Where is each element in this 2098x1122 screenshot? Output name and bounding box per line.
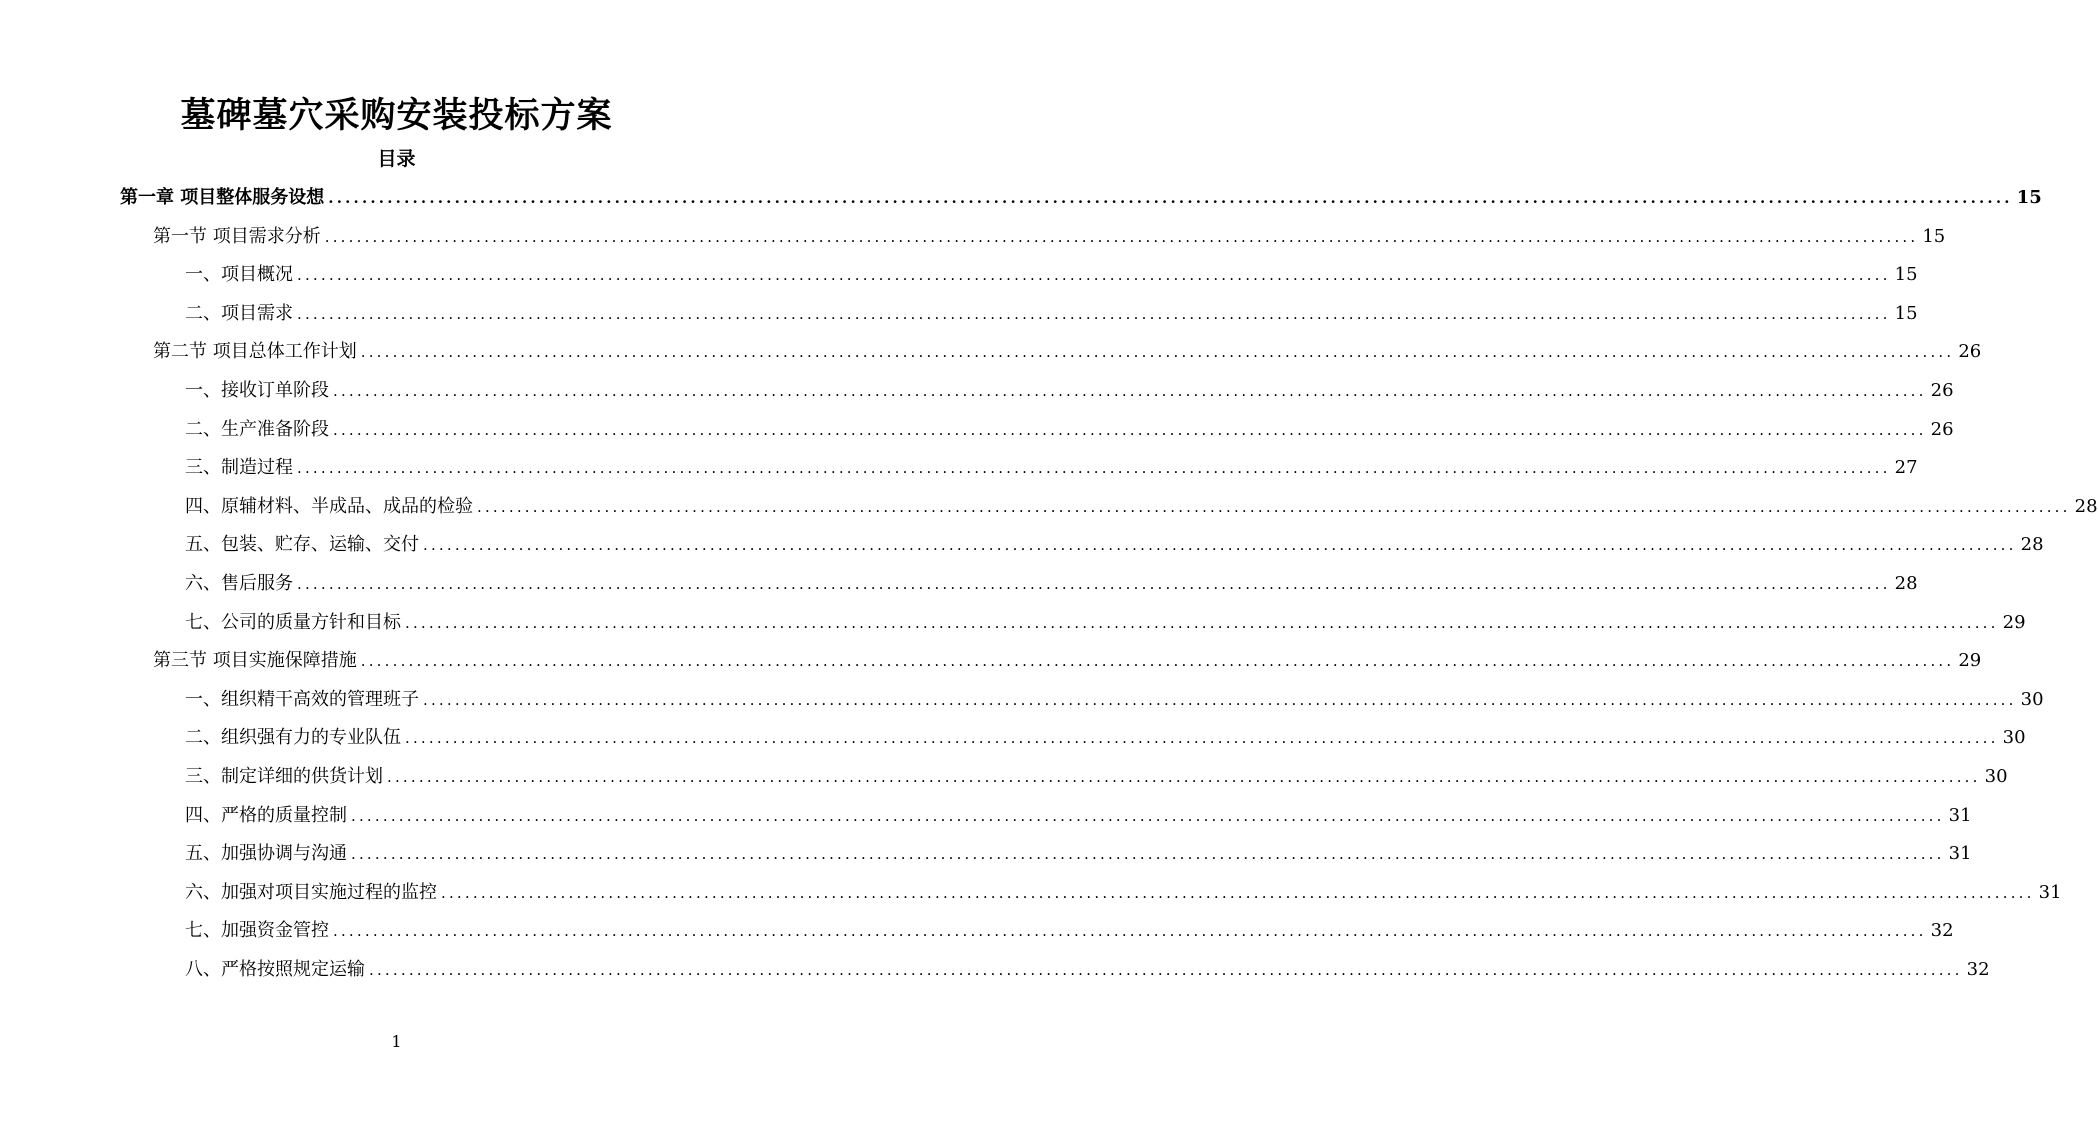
toc-entry-page: 28 — [2020, 534, 2044, 556]
toc-entry[interactable] — [153, 642, 1982, 680]
toc-entry-label: 三、制造过程 — [185, 457, 293, 479]
toc-entry-label: 三、制定详细的供货计划 — [185, 766, 383, 787]
toc-entry-label: 一、组织精干高效的管理班子 — [185, 688, 419, 710]
toc-entry-page: 26 — [1958, 341, 1982, 363]
toc-leader-dots: ........................................................................................................................................................................................................ — [423, 690, 2017, 709]
toc-entry[interactable] — [185, 912, 1954, 950]
toc-entry-label: 四、原辅材料、半成品、成品的检验 — [185, 495, 473, 517]
toc-entry-page: 28 — [2074, 495, 2098, 517]
toc-entry[interactable] — [185, 295, 1918, 333]
toc-entry-label: 第一节 项目需求分析 — [153, 225, 321, 247]
toc-leader-dots: ........................................................................................................................................................................................................ — [477, 497, 2071, 516]
toc-entry-page: 28 — [1894, 573, 1918, 594]
toc-entry-page: 15 — [2016, 187, 2042, 208]
toc-entry-label: 第一章 项目整体服务设想 — [120, 187, 325, 208]
toc-entry-page: 30 — [2020, 688, 2044, 710]
toc-entry-page: 31 — [1948, 804, 1972, 826]
toc-leader-dots: ........................................................................................................................................................................................................ — [297, 459, 1891, 478]
toc-leader-dots: ........................................................................................................................................................................................................ — [297, 266, 1891, 285]
toc-leader-dots: ........................................................................................................................................................................................................ — [333, 420, 1927, 439]
toc-entry-page: 15 — [1894, 264, 1918, 286]
toc-entry-page: 26 — [1930, 418, 1954, 440]
toc-leader-dots: ........................................................................................................................................................................................................ — [351, 845, 1945, 864]
toc-entry-page: 29 — [1958, 650, 1982, 672]
document-title: 墓碑墓穴采购安装投标方案 — [180, 95, 613, 136]
toc-leader-dots: ........................................................................................................................................................................................................ — [360, 343, 1955, 362]
toc-leader-dots: ........................................................................................................................................................................................................ — [333, 922, 1927, 941]
toc-leader-dots: ........................................................................................................................................................................................................ — [369, 961, 1963, 979]
toc-entry[interactable] — [185, 565, 1918, 603]
toc-entry[interactable] — [153, 333, 1982, 371]
toc-entry-label: 二、项目需求 — [185, 302, 293, 324]
toc-entry-page: 29 — [2002, 611, 2026, 633]
toc-entry[interactable] — [185, 449, 1918, 487]
toc-entry[interactable] — [185, 488, 2098, 526]
toc-entry-page: 31 — [2038, 881, 2062, 903]
toc-entry-page: 26 — [1930, 380, 1954, 401]
toc-leader-dots: ........................................................................................................................................................................................................ — [324, 227, 1919, 246]
toc-entry-label: 四、严格的质量控制 — [185, 804, 347, 826]
toc-entry-label: 六、加强对项目实施过程的监控 — [185, 881, 437, 903]
toc-entry[interactable] — [185, 604, 2026, 642]
toc-heading: 目录 — [377, 148, 416, 170]
toc-entry[interactable] — [185, 758, 2008, 796]
toc-entry-label: 七、加强资金管控 — [185, 920, 329, 942]
toc-leader-dots: ........................................................................................................................................................................................................ — [441, 883, 2035, 902]
toc-entry-label: 一、项目概况 — [185, 264, 293, 286]
toc-leader-dots: ........................................................................................................................................................................................................ — [297, 304, 1891, 323]
toc-entry[interactable] — [185, 951, 1990, 989]
toc-entry-page: 15 — [1922, 225, 1946, 247]
toc-entry-page: 30 — [2002, 727, 2026, 749]
toc-entry[interactable] — [185, 874, 2062, 912]
toc-entry[interactable] — [153, 218, 1946, 256]
toc-entry-label: 五、包装、贮存、运输、交付 — [185, 534, 419, 556]
toc-entry-label: 八、严格按照规定运输 — [185, 959, 365, 980]
toc-leader-dots: ........................................................................................................................................................................................................ — [297, 575, 1891, 593]
toc-entry[interactable] — [185, 835, 1972, 873]
toc-entry-label: 五、加强协调与沟通 — [185, 843, 347, 865]
toc-entry[interactable] — [185, 681, 2044, 719]
toc-entry-label: 二、生产准备阶段 — [185, 418, 329, 440]
toc-leader-dots: ........................................................................................................................................................................................................ — [405, 613, 1999, 632]
toc-entry-label: 第二节 项目总体工作计划 — [153, 341, 357, 363]
toc-entry[interactable] — [185, 719, 2026, 757]
toc-leader-dots: ........................................................................................................................................................................................................ — [423, 536, 2017, 555]
toc-entry-page: 32 — [1930, 920, 1954, 942]
toc-leader-dots: ........................................................................................................................................................................................................ — [387, 768, 1981, 786]
toc-entry-label: 第三节 项目实施保障措施 — [153, 650, 357, 672]
toc-entry-page: 31 — [1948, 843, 1972, 865]
toc-entry[interactable] — [185, 256, 1918, 294]
toc-leader-dots: ........................................................................................................................................................................................................ — [333, 382, 1927, 400]
toc-entry-label: 七、公司的质量方针和目标 — [185, 611, 401, 633]
toc-leader-dots: ........................................................................................................................................................................................................ — [328, 189, 2013, 207]
toc-entry-page: 15 — [1894, 302, 1918, 324]
toc-entry-label: 二、组织强有力的专业队伍 — [185, 727, 401, 749]
toc-entry[interactable] — [185, 526, 2044, 564]
toc-entry[interactable] — [185, 797, 1972, 835]
toc-entry-label: 一、接收订单阶段 — [185, 380, 329, 401]
toc-entry[interactable] — [185, 372, 1954, 410]
toc-entry[interactable] — [185, 411, 1954, 449]
toc-leader-dots: ........................................................................................................................................................................................................ — [351, 806, 1945, 825]
toc-leader-dots: ........................................................................................................................................................................................................ — [360, 652, 1955, 671]
toc-entry-page: 32 — [1966, 959, 1990, 980]
toc-entry[interactable] — [120, 179, 2042, 217]
toc-entry-label: 六、售后服务 — [185, 573, 293, 594]
toc-entry-page: 30 — [1984, 766, 2008, 787]
toc-entry-page: 27 — [1894, 457, 1918, 479]
page-number: 1 — [391, 1032, 402, 1051]
toc-leader-dots: ........................................................................................................................................................................................................ — [405, 729, 1999, 748]
